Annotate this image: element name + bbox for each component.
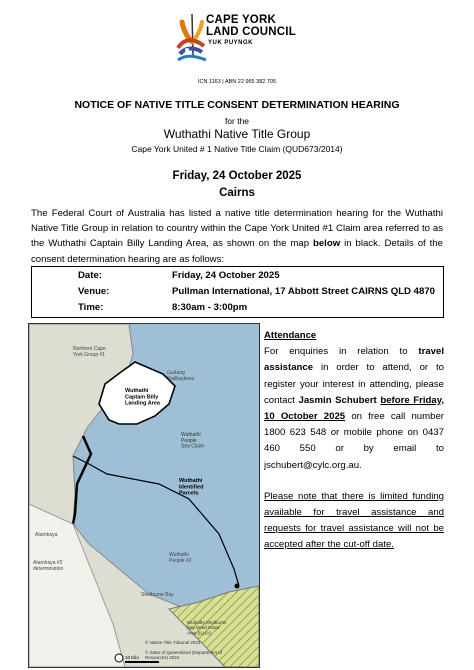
attendance-text-2: in order to attend, or to register your interest in attending, please contact xyxy=(264,362,444,406)
label-parcels: Wuthathi Identified Parcels xyxy=(179,478,204,497)
label-scale: 10 Kilo xyxy=(125,655,139,660)
date-value: Friday, 24 October 2025 xyxy=(172,270,280,281)
attendance-travel: travel assistance xyxy=(264,346,444,374)
contact-name: Jasmin Schubert xyxy=(298,394,377,406)
logo-emblem-icon xyxy=(174,8,208,82)
attendance-title: Attendance xyxy=(264,330,317,341)
copyright-1: © Native Title Tribunal 2024 xyxy=(145,640,201,645)
acn-abn: ICN 1163 | ABN 22 965 382 705 xyxy=(197,79,277,85)
notice-title: NOTICE OF NATIVE TITLE CONSENT DETERMINATION HEARING xyxy=(74,99,400,111)
attendance-section xyxy=(264,328,444,554)
for-the-text: for the xyxy=(224,116,250,126)
label-people2: Wuthathi People #2 xyxy=(169,552,192,564)
intro-bold: below xyxy=(312,238,341,250)
intro-text-1: The Federal Court of Australia has listed a native title determination hearing for the Wuthathi Native Title Group in relation to country within the Cape York United #1 Claim area referred to as the Wuthathi Captain Billy Landing Area, as shown on the map xyxy=(31,208,443,250)
label-atambaya2: Atambaya #2 determination xyxy=(33,560,64,572)
label-ncyu: Northern Cape York Group #1 xyxy=(73,346,106,358)
details-table xyxy=(31,266,444,318)
hearing-city: Cairns xyxy=(219,187,255,199)
claim-area-map xyxy=(28,323,260,668)
attendance-text-1: For enquiries in relation to xyxy=(264,346,419,358)
intro-paragraph xyxy=(31,206,443,267)
label-shelburne-bay: Shelburne Bay xyxy=(141,592,174,598)
funding-note: Please note that there is limited funding available for travel assistance and requests for travel assistance will not be accepted after the cut-off date. xyxy=(264,490,444,551)
north-arrow-icon xyxy=(115,654,123,662)
copyright-2: © State of Queensland (Department of Resources) 2024 xyxy=(145,650,222,661)
time-label: Time: xyxy=(78,302,104,313)
intro-text-2: in black. Details of the consent determination hearing are as follows: xyxy=(31,238,443,265)
date-label: Date: xyxy=(78,270,102,281)
attendance-text-3: on free call number 1800 623 548 or mobile phone on 0437 460 550 or by email to jschubert@cylc.org.au. xyxy=(264,411,444,471)
group-name: Wuthathi Native Title Group xyxy=(163,127,311,141)
deadline: before Friday, 10 October 2025 xyxy=(264,394,444,423)
time-value: 8:30am - 3:00pm xyxy=(172,302,248,313)
label-atambaya: Atambaya xyxy=(35,532,58,538)
attendance-text xyxy=(264,344,444,474)
venue-value: Pullman International, 17 Abbott Street CAIRNS QLD 4870 xyxy=(172,286,435,297)
label-gudang: Gudang Yadhaykenu xyxy=(167,370,195,382)
venue-label: Venue: xyxy=(78,286,110,297)
hearing-date: Friday, 24 October 2025 xyxy=(172,170,302,182)
label-sea-claim: Wuthathi People Sea Claim xyxy=(181,432,205,450)
claim-name: Cape York United # 1 Native Title Claim (QUD673/2014) xyxy=(131,144,343,154)
logo-line-2: LAND COUNCIL xyxy=(206,26,296,38)
logo-line-1: CAPE YORK xyxy=(206,14,276,26)
label-shelburne-deed: Wuthathi Shelburne Bay Deed Grant Area (ILUA) xyxy=(187,620,227,636)
cylc-logo xyxy=(174,8,314,82)
label-cbla: Wuthathi Captain Billy Landing Area xyxy=(125,388,160,407)
location-marker-icon xyxy=(235,584,240,589)
logo-line-3: YUK PUYNGK xyxy=(208,40,254,46)
